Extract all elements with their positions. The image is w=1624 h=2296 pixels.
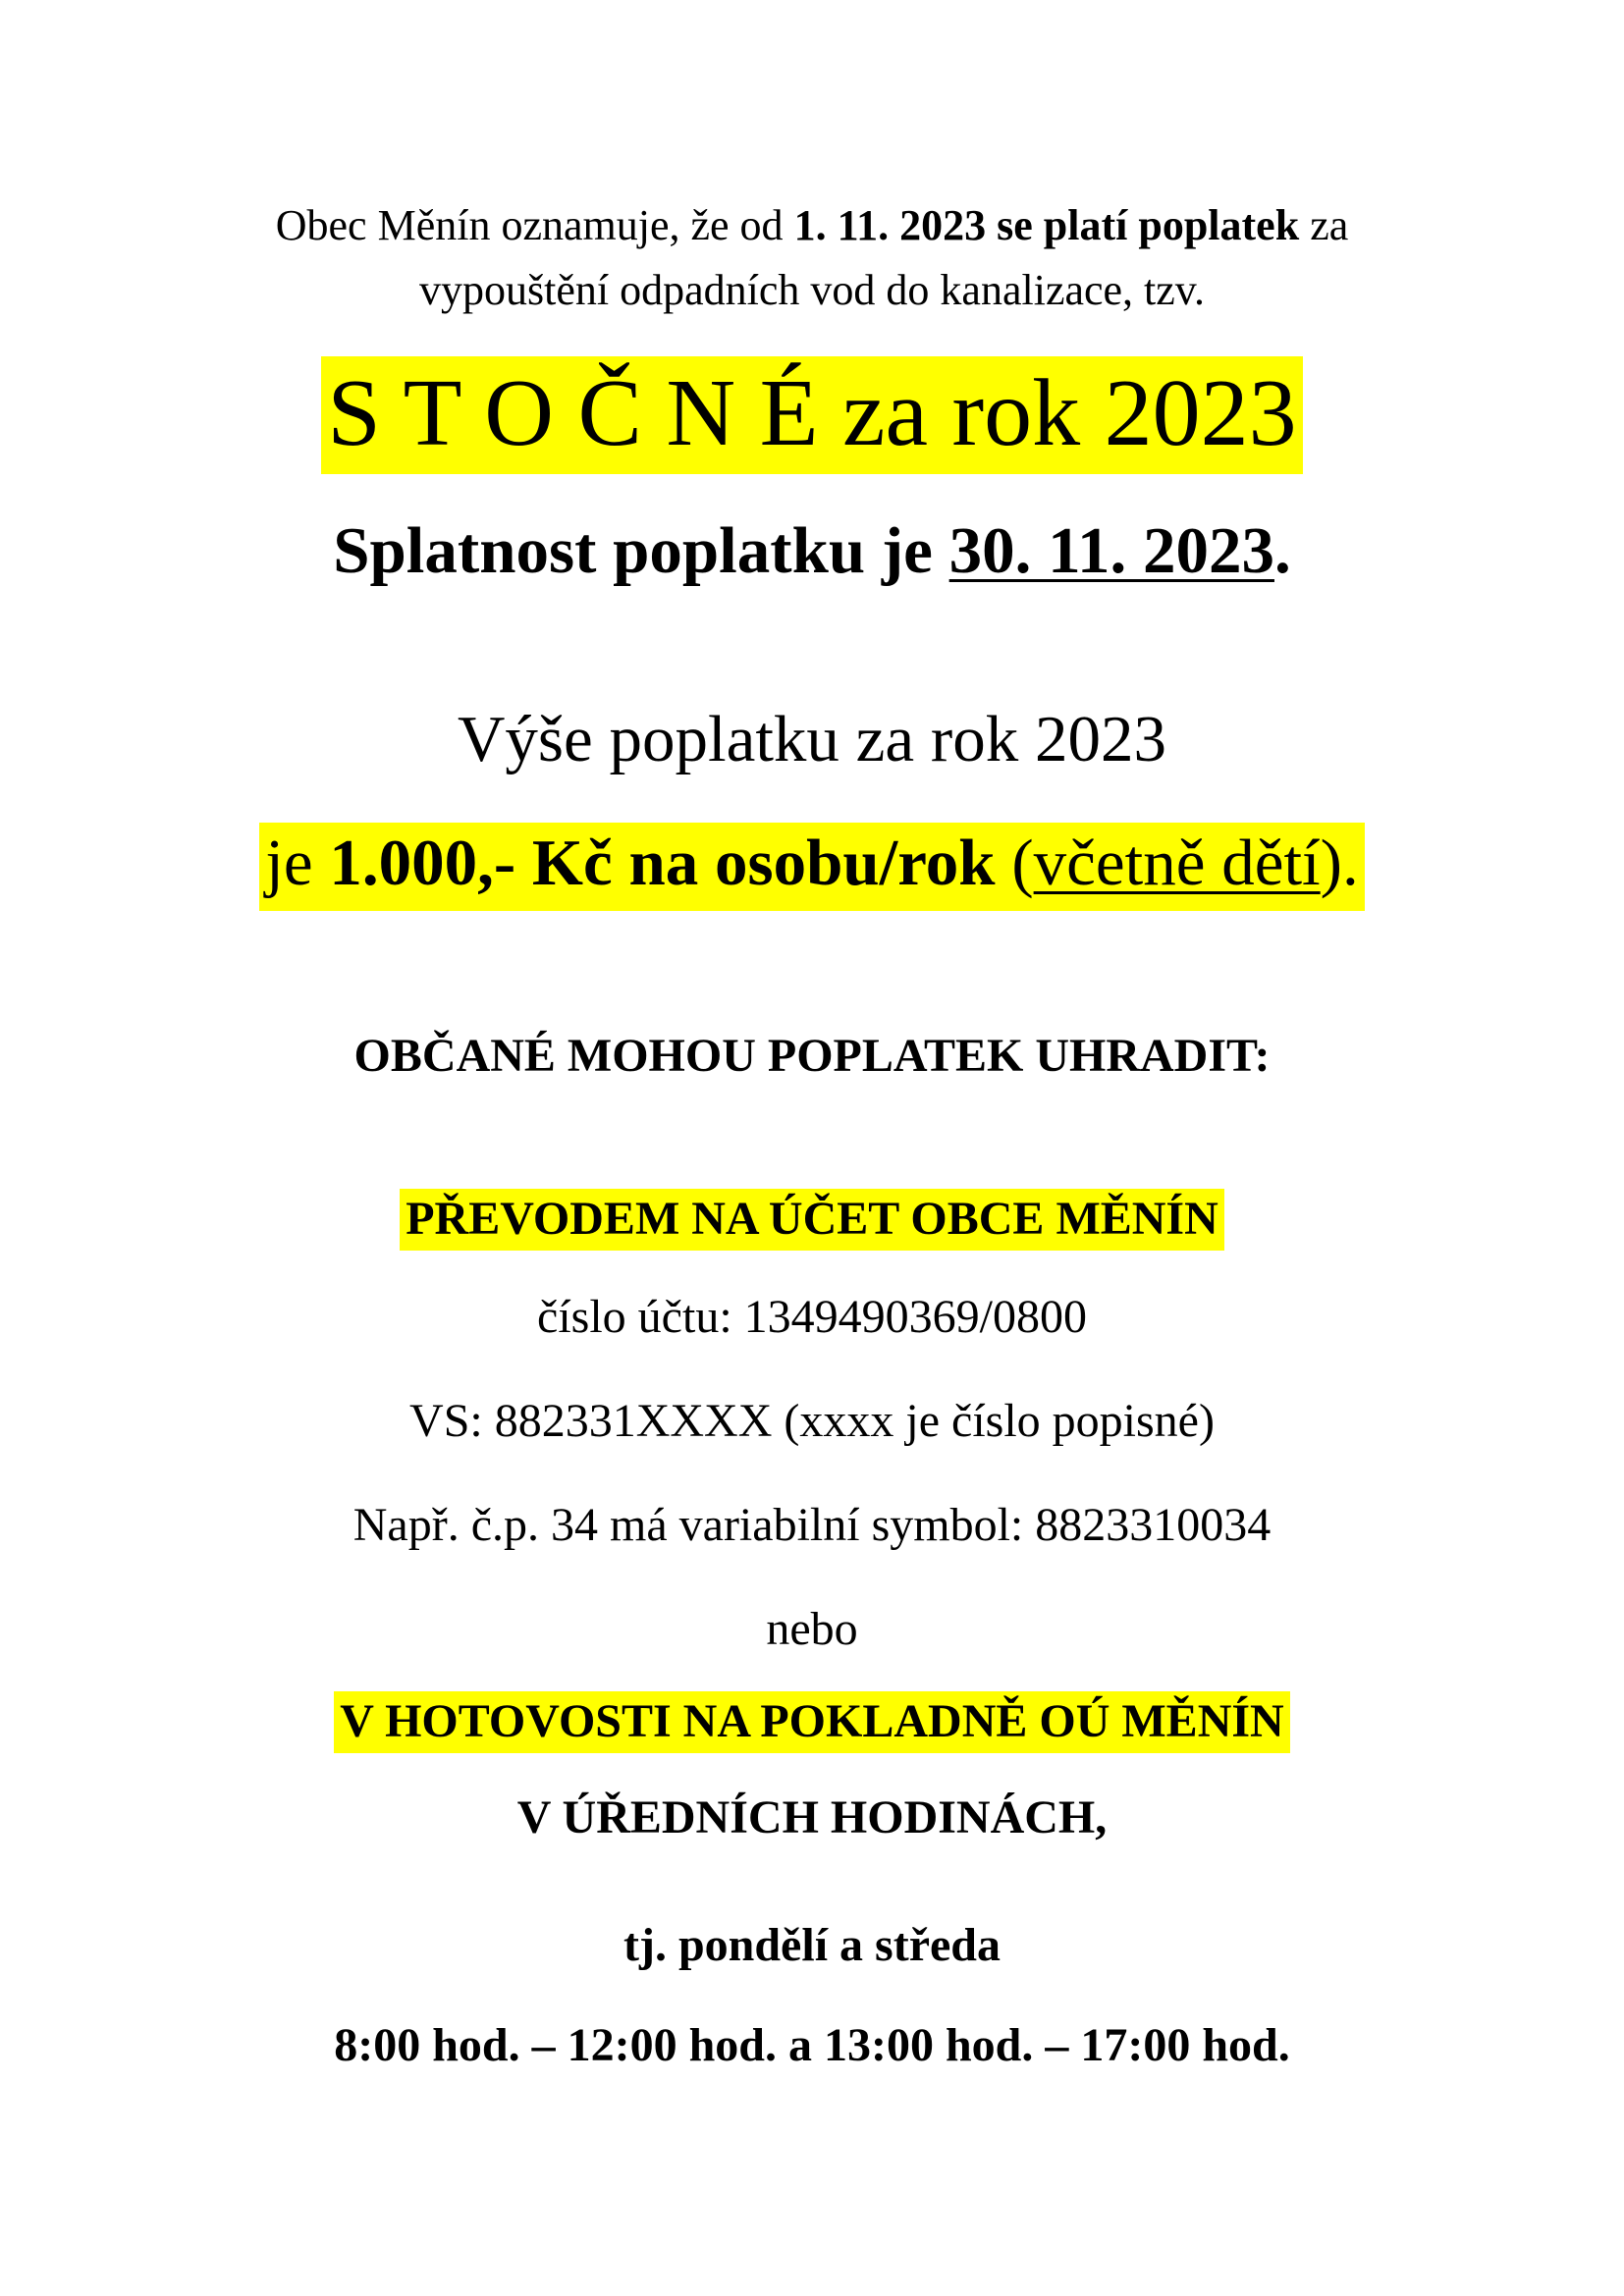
transfer-heading-highlight: PŘEVODEM NA ÚČET OBCE MĚNÍN — [400, 1189, 1224, 1251]
due-date-period: . — [1273, 514, 1291, 587]
intro-line-1 — [0, 201, 1624, 249]
cash-heading — [0, 1695, 1624, 1747]
variable-symbol-example: Např. č.p. 34 má variabilní symbol: 8823310034 — [352, 1499, 1272, 1551]
cash-heading-highlight: V HOTOVOSTI NA POKLADNĚ OÚ MĚNÍN — [334, 1691, 1289, 1753]
amount-paren-open: ( — [995, 827, 1034, 899]
account-number: číslo účtu: 1349490369/0800 — [537, 1291, 1087, 1343]
amount-highlight — [259, 823, 1364, 911]
or-separator: nebo — [766, 1603, 858, 1655]
office-hours-heading: V ÚŘEDNÍCH HODINÁCH, — [516, 1791, 1108, 1843]
due-date-value: 30. 11. 2023 — [948, 514, 1274, 587]
due-date-label: Splatnost poplatku je — [333, 514, 949, 587]
amount-note: včetně dětí — [1033, 827, 1321, 899]
intro-text-start: Obec Měnín oznamuje, že od — [275, 201, 794, 249]
intro-date-bold: 1. 11. 2023 se platí poplatek — [793, 201, 1300, 249]
due-date-line — [0, 514, 1624, 587]
amount-paren-close: ). — [1320, 827, 1359, 899]
notice-title-highlight: S T O Č N É za rok 2023 — [321, 356, 1302, 474]
variable-symbol: VS: 882331XXXX (xxxx je číslo popisné) — [409, 1395, 1215, 1447]
amount-value: 1.000,- Kč na osobu/rok — [329, 827, 996, 899]
office-times: 8:00 hod. – 12:00 hod. a 13:00 hod. – 17:00 hod. — [334, 2019, 1290, 2071]
office-days: tj. pondělí a středa — [623, 1919, 1001, 1971]
amount-heading: Výše poplatku za rok 2023 — [458, 703, 1166, 775]
intro-text-end: za — [1299, 201, 1349, 249]
intro-line-2: vypouštění odpadních vod do kanalizace, tzv. — [419, 266, 1205, 314]
amount-prefix: je — [265, 827, 330, 899]
amount-line — [0, 827, 1624, 899]
notice-title — [0, 360, 1624, 466]
transfer-heading — [0, 1193, 1624, 1245]
payment-heading: OBČANÉ MOHOU POPLATEK UHRADIT: — [353, 1030, 1271, 1082]
